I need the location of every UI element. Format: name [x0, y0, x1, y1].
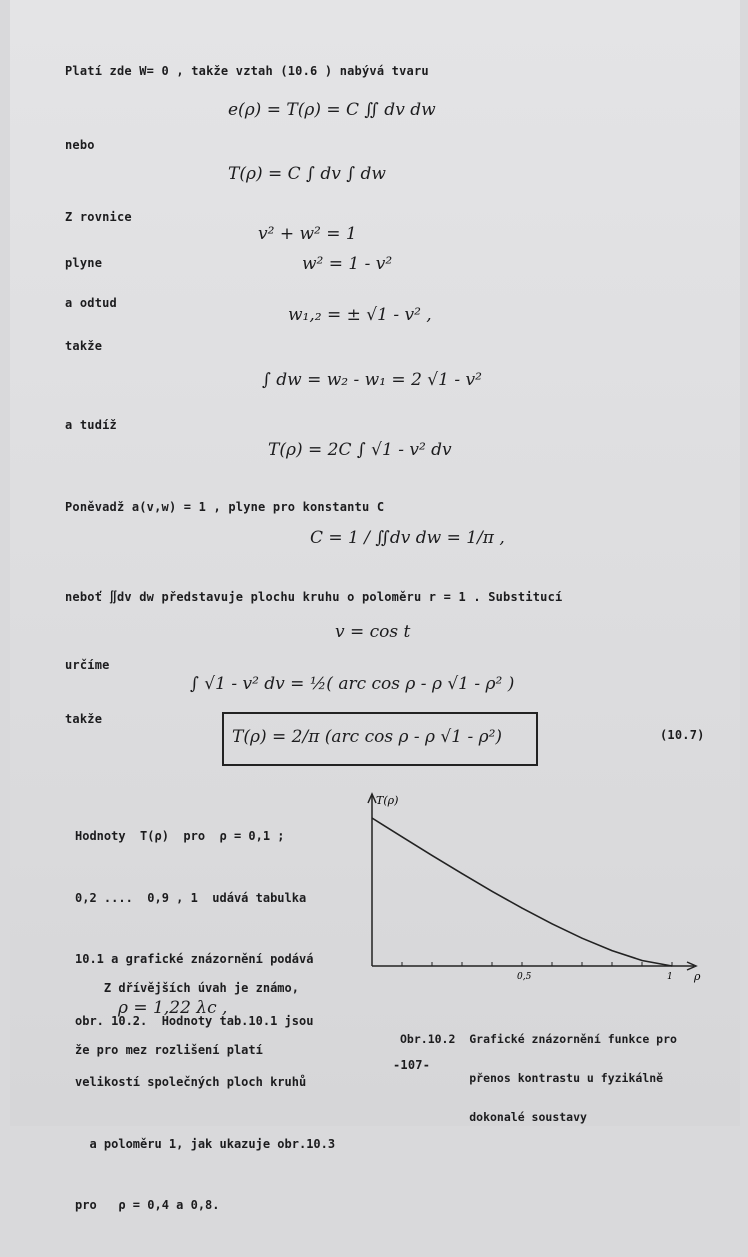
series-line: [372, 818, 672, 966]
paragraph-line: a poloměru 1, jak ukazuje obr.10.3: [75, 1136, 336, 1151]
data-point: [461, 873, 462, 874]
label-z-rovnice: Z rovnice: [65, 210, 132, 224]
data-point: [401, 836, 402, 837]
paragraph-line: obr. 10.2. Hodnoty tab.10.1 jsou: [75, 1013, 314, 1028]
x-axis-label: ρ: [694, 970, 701, 983]
data-point: [431, 855, 432, 856]
data-point: [371, 817, 372, 818]
data-point: [671, 965, 672, 966]
label-takze-1: takže: [65, 339, 103, 353]
equation-number: (10.7): [660, 728, 705, 742]
label-a-tudiz: a tudíž: [65, 418, 117, 432]
equation-resolution-limit: ρ = 1,22 λc ,: [118, 998, 228, 1018]
figure-caption: [400, 1007, 677, 1150]
data-point: [611, 950, 612, 951]
label-urcime: určíme: [65, 658, 110, 672]
equation-integral-result: ∫ √1 - v² dv = ½( arc cos ρ - ρ √1 - ρ² ): [190, 674, 515, 694]
equation-t-rho-single-integral: T(ρ) = 2C ∫ √1 - v² dv: [268, 440, 452, 460]
equation-constant-c: C = 1 / ∬dv dw = 1/π ,: [310, 528, 505, 548]
paragraph-line: velikostí společných ploch kruhů: [75, 1075, 307, 1089]
equation-w-squared: w² = 1 - v²: [302, 254, 393, 274]
data-point: [521, 908, 522, 909]
equation-circle: v² + w² = 1: [258, 224, 357, 244]
label-plyne: plyne: [65, 256, 103, 270]
caption-line: dokonalé soustavy: [400, 1110, 587, 1124]
paragraph-line: pro ρ = 0,4 a 0,8.: [75, 1198, 220, 1212]
data-point: [641, 960, 642, 961]
data-point: [581, 938, 582, 939]
document-page: [10, 0, 740, 1212]
paragraph-line: 0,2 .... 0,9 , 1 udává tabulka: [75, 890, 307, 905]
paragraph-line: že pro mez rozlišení platí: [75, 1042, 263, 1057]
x-tick-label: 1: [667, 972, 673, 982]
nebot-line: neboť ∬dv dw představuje plochu kruhu o poloměru r = 1 . Substitucí: [65, 590, 563, 604]
chart-figure-10-2: [10, 0, 740, 1126]
label-takze-2: takže: [65, 712, 103, 726]
paragraph-line: Hodnoty T(ρ) pro ρ = 0,1 ;: [75, 829, 285, 843]
equation-10-7: T(ρ) = 2/π (arc cos ρ - ρ √1 - ρ²): [232, 727, 503, 747]
equation-integral-dw: ∫ dw = w₂ - w₁ = 2 √1 - v²: [262, 370, 482, 390]
equation-w12: w₁,₂ = ± √1 - v² ,: [288, 305, 432, 325]
equation-e-rho: e(ρ) = T(ρ) = C ∬ dv dw: [228, 100, 436, 120]
equation-t-rho-double-integral: T(ρ) = C ∫ dv ∫ dw: [228, 164, 386, 184]
y-axis-label: T(ρ): [376, 794, 399, 807]
caption-line: Obr.10.2 Grafické znázornění funkce pro: [400, 1032, 677, 1046]
caption-line: přenos kontrastu u fyzikálně: [400, 1071, 664, 1085]
data-point: [551, 923, 552, 924]
label-nebo: nebo: [65, 138, 95, 152]
label-a-odtud: a odtud: [65, 296, 117, 310]
paragraph-line: 10.1 a grafické znázornění podává: [75, 952, 314, 966]
equation-substitution: v = cos t: [335, 622, 411, 642]
page-number: -107-: [393, 1058, 431, 1072]
intro-line: Platí zde W= 0 , takže vztah (10.6 ) nabývá tvaru: [65, 64, 429, 78]
x-tick-label: 0,5: [517, 972, 532, 982]
data-point: [491, 891, 492, 892]
ponevadz-line: Poněvadž a(v,w) = 1 , plyne pro konstantu C: [65, 500, 385, 514]
paragraph-line: Z dřívějších úvah je známo,: [75, 981, 299, 995]
